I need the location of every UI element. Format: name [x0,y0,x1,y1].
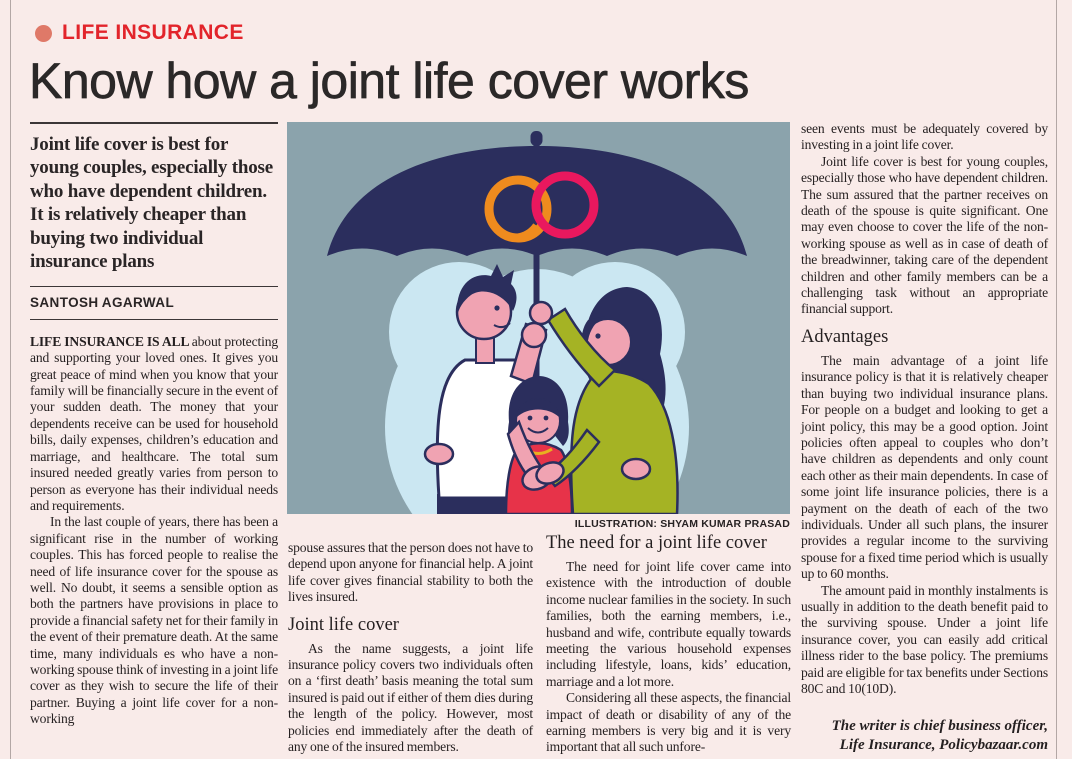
body-paragraph: The need for joint life cover came into existence with the introduction of double income nuclear families in the society. In such families, both the earning members, i.e., husband and wife, contribute equally towards meeting the various household expenses including lifestyle, loans, kids’ education, marriage and a lot more. [546,559,791,689]
column-3 [546,533,791,756]
standfirst-box [30,122,278,286]
section-kicker [35,21,244,45]
woman-hand-on-man-back [425,444,453,464]
body-paragraph: In the last couple of years, there has been a significant rise in the number of working couples. This has forced people to realise the need of life insurance cover for the spouse as well. No doubt, it seems a sensible option as both the partners have provisions in place to provide a financial safety net for their family in the event of their premature death. At the same time, many individuals es who have a non-working spouse think of investing in a joint life cover as they wish to secure the life of their partner. Buying a joint life cover for a non-working [30,514,278,727]
column-1 [30,122,278,728]
subheading-advantages: Advantages [801,326,889,347]
byline-box [30,286,278,319]
body-paragraph: Considering all these aspects, the financial impact of death or disability of any of the earning members is very big and it is very important that all such unfore- [546,690,791,755]
lead-in-text: LIFE INSURANCE IS ALL [30,333,192,349]
body-paragraph: As the name suggests, a joint life insurance policy covers two individuals often on a ‘first death’ basis meaning the total sum insured is paid out if either of them dies during the length of the policy. However, most policies end immediately after the death of any one of the insured members. [288,640,533,755]
umbrella-nub [531,131,543,146]
page-edge-rule-right [1056,0,1057,759]
page-edge-rule-left [10,0,11,759]
subheading-need-for-joint-life-cover: The need for a joint life cover [546,533,767,553]
standfirst: Joint life cover is best for young couples, especially those who have dependent children. It is relatively cheaper than buying two individual insurance plans [30,134,273,273]
paragraph-text: about protecting and supporting your loved ones. It gives you great peace of mind when you know that your family will be financially secure in the event of your sudden death. The money that your dependents receive can be used for household bills, daily expenses, children’s education and marriage, and healthcare. The total sum insured needed greatly varies from person to person as everyone has their individual needs and requirements. [30,333,278,513]
section-label: LIFE INSURANCE [62,21,244,44]
man-hand-on-woman-back [622,459,650,479]
article-headline: Know how a joint life cover works [29,53,749,109]
illustration-credit: ILLUSTRATION: SHYAM KUMAR PRASAD [574,518,790,530]
body-paragraph [30,334,278,514]
body-paragraph: Joint life cover is best for young couples, especially those who have dependent children. The sum assured that the partner receives on death of the spouse is quite significant. One may even choose to cover the life of the non-working spouse as well as in case of death of the breadwinner, taking care of the dependent children and other family members can be a challenging task without an appropriate financial support. [801,153,1048,317]
section-bullet-icon [35,25,52,42]
column-2 [288,540,533,755]
body-paragraph: The amount paid in monthly instalments is usually in addition to the death benefit paid to the surviving spouse. Under a joint life insurance cover, you can easily add critical illness rider to the base policy. The premiums paid are eligible for tax benefits under Sections 80C and 10(10D). [801,582,1048,696]
article-illustration [287,122,790,514]
body-paragraph: spouse assures that the person does not have to depend upon anyone for financial help. A joint life cover gives financial stability to both the lives insured. [288,540,533,605]
byline: SANTOSH AGARWAL [30,295,175,311]
writer-credit-line: The writer is chief business officer, [831,718,1048,735]
column-4 [801,121,1048,755]
writer-credit-line: Life Insurance, Policybazaar.com [839,737,1048,754]
subheading-joint-life-cover: Joint life cover [288,614,399,635]
family-under-umbrella-illustration [287,122,790,514]
writer-credit [801,717,1048,755]
body-paragraph: The main advantage of a joint life insurance policy is that it is relatively cheaper than buying two individual insurance plans. For people on a budget and looking to get a joint policy, this may be a good option. Joint policies often appeal to couples who don’t have children as dependents and only count each other as their main dependents. In case of some joint life insurance policies, there is a payment on the death of each of the two individuals. Under all such plans, the insurer provides a regular income to the surviving spouse for a fixed time period which is usually up to 60 months. [801,352,1048,582]
body-paragraph: seen events must be adequately covered by investing in a joint life cover. [801,121,1048,153]
